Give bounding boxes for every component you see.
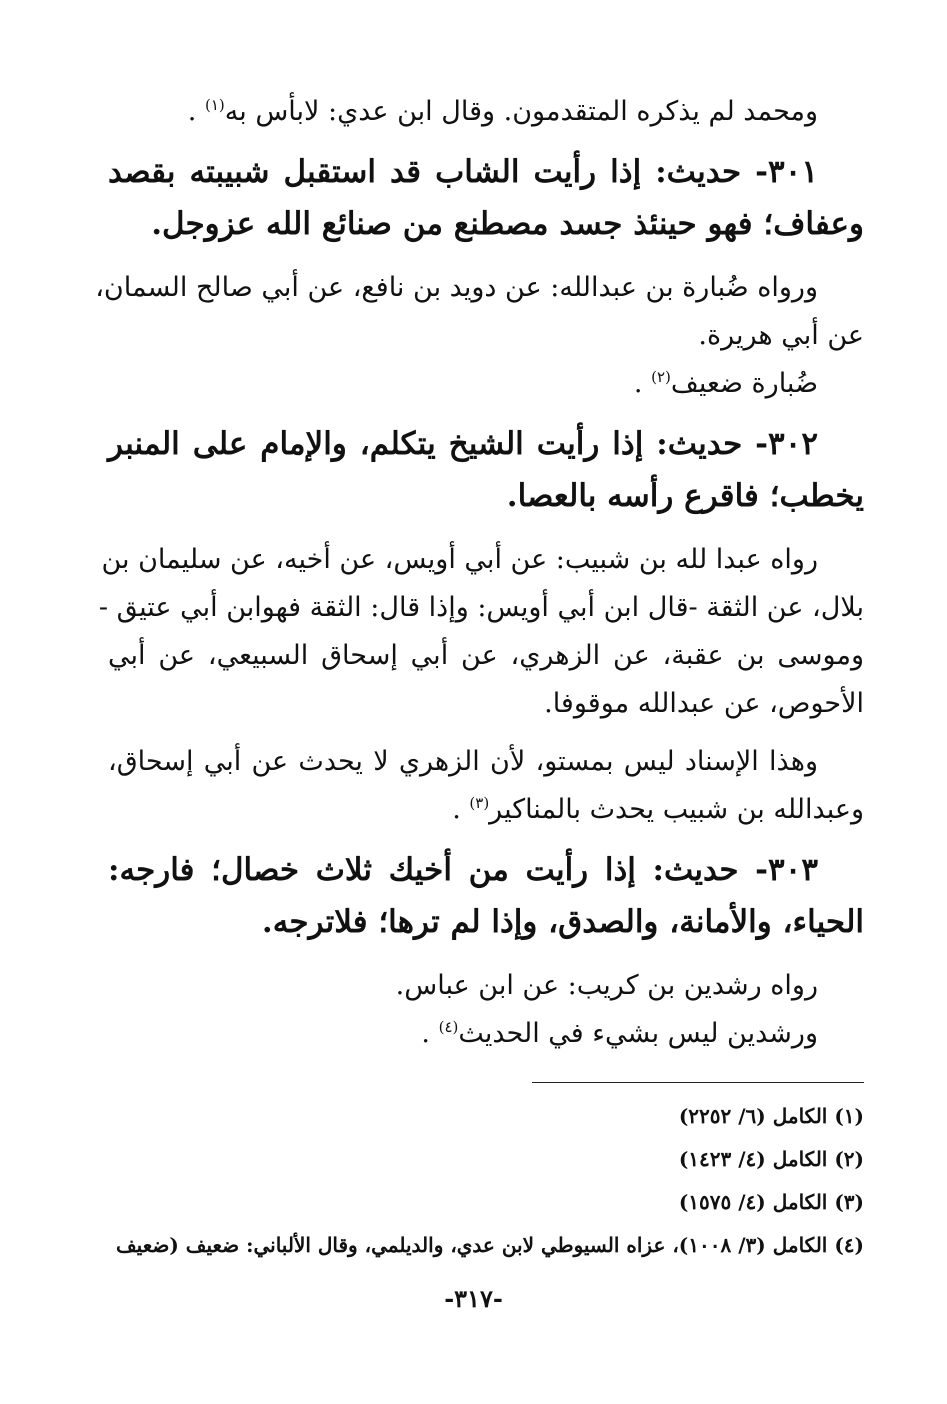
hadith-302-text-line-3: وموسى بن عقبة، عن الزهري، عن أبي إسحاق السبيعي، عن أبي <box>108 640 864 671</box>
footnote-4: (٤) الكامل (٣/ ١٠٠٨)، عزاه السيوطي لابن عدي، والديلمي، وقال الألباني: ضعيف (ضعيف <box>115 1233 864 1257</box>
hadith-301-text-line-1: ورواه ضُبارة بن عبدالله: عن دويد بن نافع، عن أبي صالح السمان، <box>95 272 818 303</box>
footnote-ref-1[interactable]: (١) <box>204 96 225 114</box>
footnote-ref-2[interactable]: (٢) <box>651 368 671 386</box>
hadith-303-heading-line-1: ٣٠٣- حديث: إذا رأيت من أخيك ثلاث خصال؛ فارجه: <box>108 852 818 888</box>
hadith-302-heading-line-2: يخطب؛ فاقرع رأسه بالعصا. <box>506 478 864 514</box>
hadith-301-text-line-2: عن أبي هريرة. <box>698 320 864 351</box>
footnote-3: (٣) الكامل (٤/ ١٥٧٥) <box>678 1190 864 1214</box>
hadith-302-text-line-2: بلال، عن الثقة -قال ابن أبي أويس: وإذا قال: الثقة فهوابن أبي عتيق - <box>98 592 864 623</box>
page-body <box>95 88 864 1267</box>
hadith-303-grade: ورشدين ليس بشيء في الحديث <box>458 1018 818 1049</box>
footnote-2: (٢) الكامل (٤/ ١٤٢٣) <box>678 1147 864 1171</box>
hadith-302-text-line-4: الأحوص، عن عبدالله موقوفا. <box>544 688 864 719</box>
page-number: -٣١٧- <box>444 1284 503 1313</box>
footnote-1: (١) الكامل (٦/ ٢٢٥٢) <box>678 1104 864 1128</box>
footnote-ref-4[interactable]: (٤) <box>438 1018 459 1036</box>
intro-end: . <box>187 96 197 127</box>
hadith-301-text-line-3 <box>108 360 864 408</box>
hadith-301-grade: ضُبارة ضعيف <box>670 368 818 399</box>
hadith-301-heading-line-1: ٣٠١- حديث: إذا رأيت الشاب قد استقبل شبيبته بقصد <box>108 154 818 190</box>
hadith-303-text-line-1: رواه رشدين بن كريب: عن ابن عباس. <box>395 970 818 1001</box>
footnote-ref-3[interactable]: (٣) <box>469 794 490 812</box>
intro-text: ومحمد لم يذكره المتقدمون. وقال ابن عدي: لابأس به <box>224 96 818 127</box>
hadith-303-end: . <box>421 1018 430 1049</box>
hadith-302-end: . <box>452 794 461 825</box>
hadith-301-end: . <box>633 368 643 399</box>
intro-line <box>108 88 864 136</box>
hadith-302-heading-line-1: ٣٠٢- حديث: إذا رأيت الشيخ يتكلم، والإمام على المنبر <box>108 426 818 462</box>
footnote-divider <box>532 1082 864 1083</box>
hadith-302-text-line-1: رواه عبدا لله بن شبيب: عن أبي أويس، عن أخيه، عن سليمان بن <box>101 544 818 575</box>
hadith-302-comment-line-2 <box>108 786 864 834</box>
hadith-303-text-line-2 <box>108 1010 864 1058</box>
hadith-302-comment-text: وعبدالله بن شبيب يحدث بالمناكير <box>489 794 864 825</box>
hadith-303-heading-line-2: الحياء، والأمانة، والصدق، وإذا لم ترها؛ فلاترجه. <box>261 904 864 940</box>
hadith-302-comment-line-1: وهذا الإسناد ليس بمستو، لأن الزهري لا يحدث عن أبي إسحاق، <box>108 746 818 777</box>
hadith-301-heading-line-2: وعفاف؛ فهو حينئذ جسد مصطنع من صنائع الله عزوجل. <box>151 206 864 242</box>
